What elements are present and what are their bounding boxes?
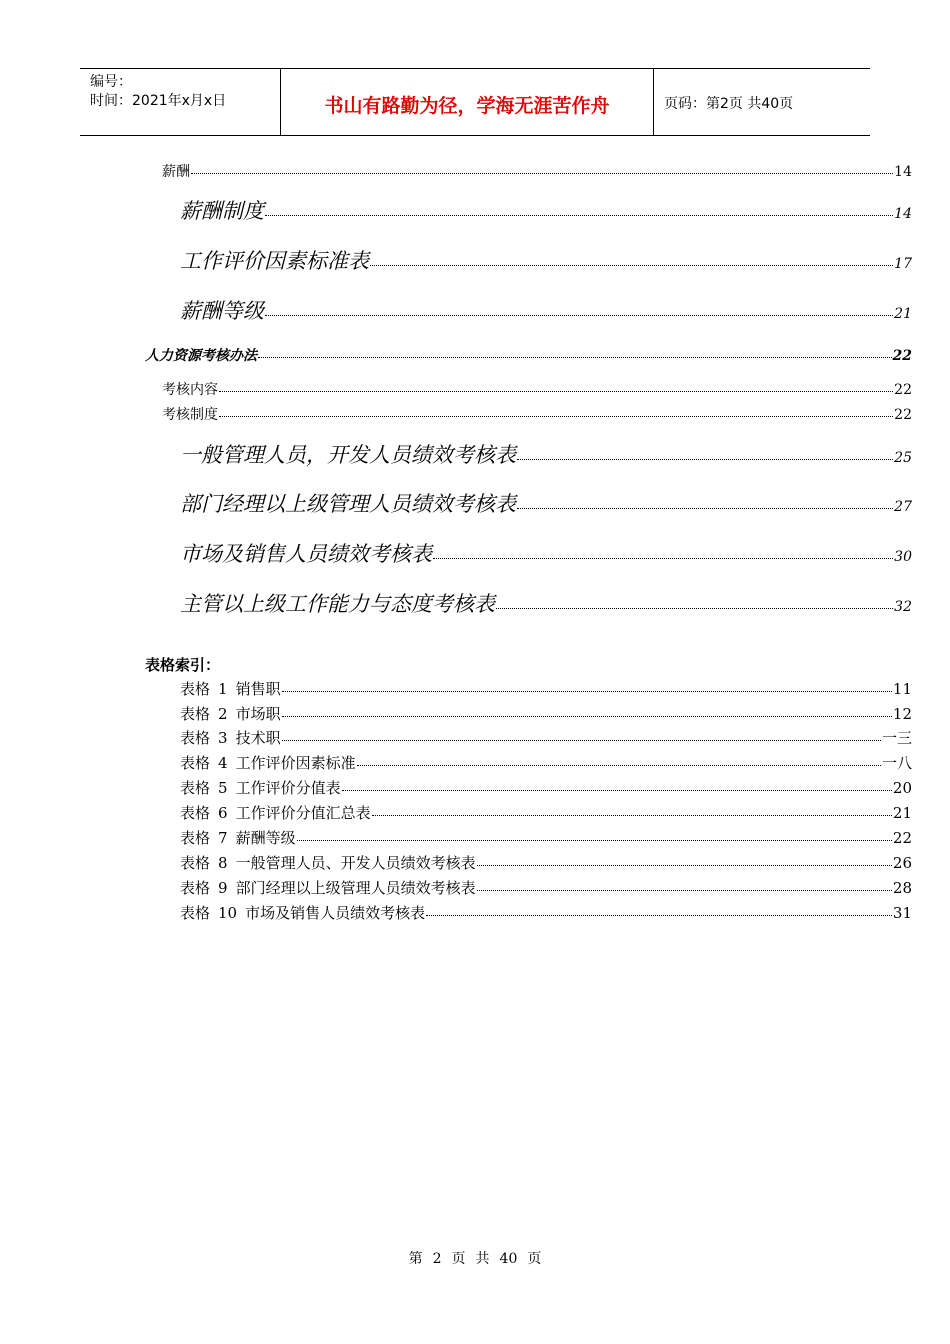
entry-number: 9 — [218, 879, 228, 897]
entry-prefix: 表格 — [180, 680, 211, 698]
entry-number: 4 — [218, 754, 228, 772]
entry-prefix: 表格 — [180, 904, 211, 922]
toc-entry-page: 22 — [894, 382, 912, 398]
toc-entry-page: 22 — [894, 407, 912, 423]
table-index-entry[interactable] — [180, 678, 912, 699]
toc-entry-title: 市场及销售人员绩效考核表 — [180, 542, 432, 566]
toc-entry-title: 薪酬 — [162, 164, 190, 180]
toc-entry[interactable] — [145, 345, 912, 365]
entry-page: 一三 — [881, 729, 912, 747]
entry-page: 21 — [892, 804, 912, 822]
entry-title: 市场职 — [235, 705, 281, 723]
entry-title: 薪酬等级 — [235, 829, 296, 847]
toc-entry[interactable] — [162, 404, 912, 424]
entry-title: 销售职 — [235, 680, 281, 698]
entry-page: 11 — [892, 680, 912, 698]
footer-ye: 页 — [451, 1251, 466, 1267]
toc-entry-page: 30 — [894, 549, 912, 565]
dot-leader — [517, 508, 893, 509]
entry-number: 2 — [218, 705, 228, 723]
entry-prefix: 表格 — [180, 804, 211, 822]
toc-entry-page: 14 — [894, 164, 912, 180]
entry-page: 31 — [892, 904, 912, 922]
entry-prefix: 表格 — [180, 854, 211, 872]
toc-entry-title: 考核制度 — [162, 407, 218, 423]
dot-leader — [372, 815, 892, 816]
entry-prefix: 表格 — [180, 705, 211, 723]
entry-prefix: 表格 — [180, 729, 211, 747]
toc-entry-title: 考核内容 — [162, 382, 218, 398]
header-id-label: 编号： — [90, 74, 132, 90]
dot-leader — [265, 315, 893, 316]
entry-number: 6 — [218, 804, 228, 822]
table-index-entry[interactable] — [180, 703, 912, 724]
header-meta — [80, 69, 281, 135]
entry-page: 26 — [892, 854, 912, 872]
table-index-entry[interactable] — [180, 727, 912, 748]
entry-number: 10 — [218, 904, 238, 922]
dot-leader — [219, 416, 893, 417]
toc-entry-title: 一般管理人员，开发人员绩效考核表 — [180, 443, 516, 467]
toc-entry-title: 工作评价因素标准表 — [180, 249, 369, 273]
dot-leader — [370, 265, 893, 266]
entry-page: 22 — [892, 829, 912, 847]
entry-title: 部门经理以上级管理人员绩效考核表 — [235, 879, 476, 897]
entry-page: 20 — [892, 779, 912, 797]
dot-leader — [357, 765, 881, 766]
entry-number: 7 — [218, 829, 228, 847]
dot-leader — [477, 890, 892, 891]
table-index-entry[interactable] — [180, 752, 912, 773]
toc-entry[interactable] — [180, 588, 912, 618]
toc-entry[interactable] — [180, 538, 912, 568]
toc-entry-page: 27 — [894, 499, 912, 515]
table-index-entry[interactable] — [180, 902, 912, 923]
toc-entry-title: 主管以上级工作能力与态度考核表 — [180, 592, 495, 616]
toc-entry[interactable] — [180, 195, 912, 225]
entry-number: 3 — [218, 729, 228, 747]
toc-entry-title: 人力资源考核办法 — [145, 348, 257, 364]
entry-title: 技术职 — [235, 729, 281, 747]
toc-entry-page: 17 — [894, 256, 912, 272]
dot-leader — [282, 740, 881, 741]
entry-number: 8 — [218, 854, 228, 872]
dot-leader — [433, 558, 893, 559]
entry-title: 一般管理人员、开发人员绩效考核表 — [235, 854, 476, 872]
toc-entry-page: 14 — [894, 206, 912, 222]
toc-entry[interactable] — [180, 245, 912, 275]
dot-leader — [426, 915, 892, 916]
entry-title: 工作评价因素标准 — [235, 754, 356, 772]
dot-leader — [477, 865, 892, 866]
toc-entry[interactable] — [180, 439, 912, 469]
entry-page: 28 — [892, 879, 912, 897]
entry-page: 12 — [892, 705, 912, 723]
toc-entry[interactable] — [180, 488, 912, 518]
toc-entry-page: 32 — [894, 599, 912, 615]
dot-leader — [191, 173, 893, 174]
toc-entry-page: 22 — [892, 348, 912, 364]
dot-leader — [496, 608, 893, 609]
dot-leader — [282, 691, 892, 692]
toc-entry-title: 薪酬制度 — [180, 199, 264, 223]
footer-total-pages: 40 — [499, 1251, 518, 1267]
toc-entry-title: 部门经理以上级管理人员绩效考核表 — [180, 492, 516, 516]
table-index-entry[interactable] — [180, 827, 912, 848]
table-index-heading: 表格索引： — [145, 656, 221, 674]
table-index-entry[interactable] — [180, 777, 912, 798]
dot-leader — [297, 840, 892, 841]
toc-entry[interactable] — [162, 379, 912, 399]
toc-entry-title: 薪酬等级 — [180, 299, 264, 323]
entry-prefix: 表格 — [180, 879, 211, 897]
toc-entry[interactable] — [180, 295, 912, 325]
dot-leader — [258, 357, 892, 358]
toc-entry[interactable] — [162, 161, 912, 181]
header-motto: 书山有路勤为径，学海无涯苦作舟 — [281, 69, 654, 135]
entry-prefix: 表格 — [180, 754, 211, 772]
entry-title: 工作评价分值汇总表 — [235, 804, 371, 822]
entry-prefix: 表格 — [180, 779, 211, 797]
dot-leader — [517, 459, 893, 460]
footer-di: 第 — [408, 1251, 423, 1267]
table-index-entry[interactable] — [180, 877, 912, 898]
footer-current-page: 2 — [432, 1251, 442, 1267]
toc-entry-page: 21 — [894, 306, 912, 322]
entry-number: 1 — [218, 680, 228, 698]
footer-ye: 页 — [527, 1251, 542, 1267]
header-page-info: 页码：第2页 共40页 — [664, 96, 794, 112]
footer-gong: 共 — [475, 1251, 490, 1267]
dot-leader — [265, 215, 893, 216]
entry-number: 5 — [218, 779, 228, 797]
toc-entry-page: 25 — [894, 450, 912, 466]
table-index-entry[interactable] — [180, 802, 912, 823]
dot-leader — [342, 790, 892, 791]
entry-page: 一八 — [881, 754, 912, 772]
table-index-entry[interactable] — [180, 852, 912, 873]
page-footer — [0, 1248, 950, 1268]
entry-title: 市场及销售人员绩效考核表 — [245, 904, 426, 922]
page-header — [80, 68, 870, 136]
dot-leader — [282, 716, 892, 717]
header-date: 时间：2021年x月x日 — [90, 93, 227, 109]
dot-leader — [219, 391, 893, 392]
entry-title: 工作评价分值表 — [235, 779, 341, 797]
entry-prefix: 表格 — [180, 829, 211, 847]
